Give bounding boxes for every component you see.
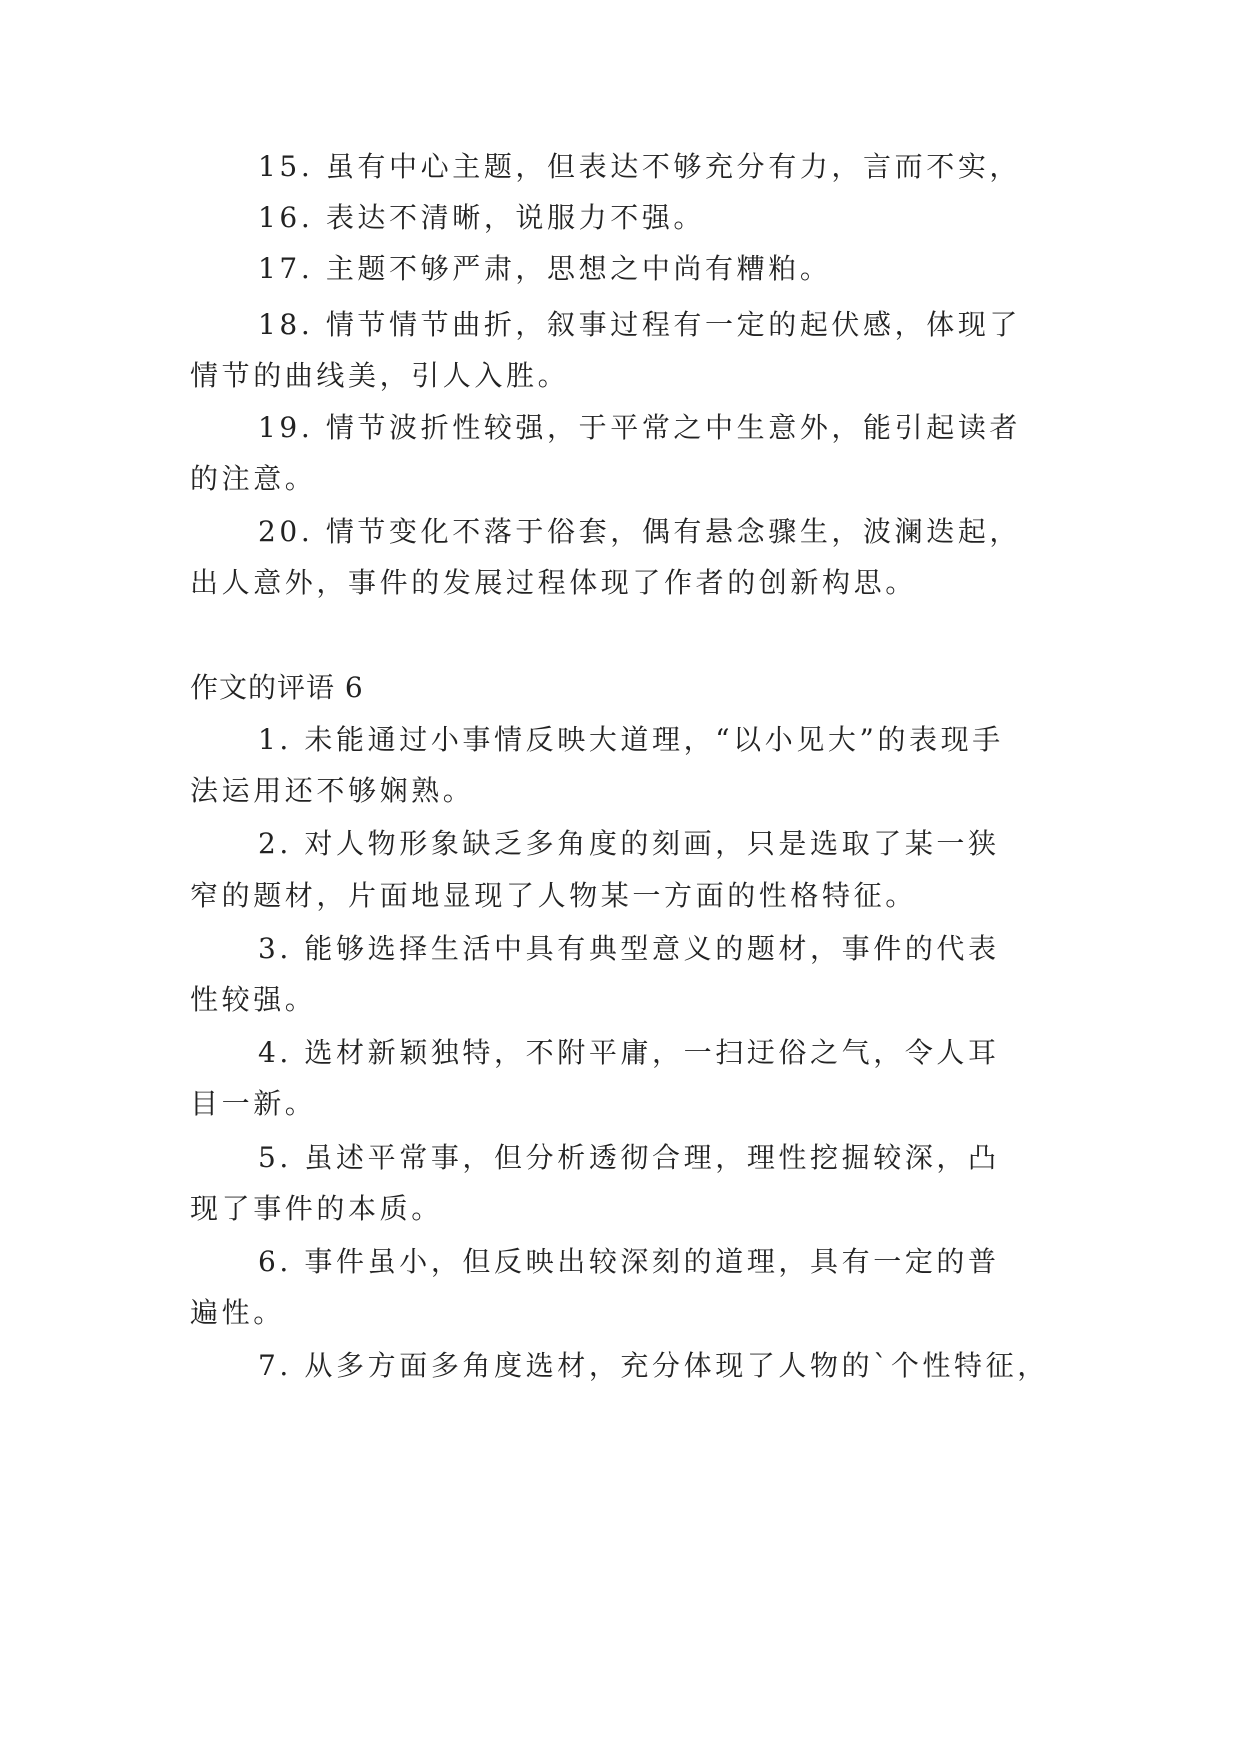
paragraph-line: 3. 能够选择生活中具有典型意义的题材，事件的代表 (258, 932, 1000, 965)
paragraph-line: 6. 事件虽小，但反映出较深刻的道理，具有一定的普 (258, 1245, 1000, 1278)
paragraph-line: 2. 对人物形象缺乏多角度的刻画，只是选取了某一狭 (258, 827, 1000, 860)
paragraph-line: 5. 虽述平常事，但分析透彻合理，理性挖掘较深，凸 (258, 1141, 1000, 1174)
paragraph-line: 遍性。 (190, 1296, 285, 1329)
paragraph-line: 出人意外，事件的发展过程体现了作者的创新构思。 (190, 566, 917, 599)
paragraph-line: 17. 主题不够严肃，思想之中尚有糟粕。 (258, 252, 832, 285)
section-heading: 作文的评语 6 (190, 671, 364, 704)
paragraph-line: 15. 虽有中心主题，但表达不够充分有力，言而不实， (258, 150, 1022, 183)
paragraph-line: 19. 情节波折性较强，于平常之中生意外，能引起读者 (258, 411, 1022, 444)
paragraph-line: 情节的曲线美，引人入胜。 (190, 359, 570, 392)
paragraph-line: 法运用还不够娴熟。 (190, 774, 475, 807)
paragraph-line: 20. 情节变化不落于俗套，偶有悬念骤生，波澜迭起， (258, 515, 1022, 548)
paragraph-line: 窄的题材，片面地显现了人物某一方面的性格特征。 (190, 879, 917, 912)
paragraph-line: 现了事件的本质。 (190, 1192, 443, 1225)
paragraph-line: 7. 从多方面多角度选材，充分体现了人物的`个性特征， (258, 1349, 1049, 1382)
paragraph-line: 16. 表达不清晰，说服力不强。 (258, 201, 706, 234)
paragraph-line: 18. 情节情节曲折，叙事过程有一定的起伏感，体现了 (258, 308, 1022, 341)
paragraph-line: 的注意。 (190, 462, 317, 495)
paragraph-line: 4. 选材新颖独特，不附平庸，一扫迂俗之气，令人耳 (258, 1036, 1000, 1069)
paragraph-line: 目一新。 (190, 1087, 317, 1120)
paragraph-line: 性较强。 (190, 983, 317, 1016)
paragraph-line: 1. 未能通过小事情反映大道理，“以小见大”的表现手 (258, 723, 1004, 756)
